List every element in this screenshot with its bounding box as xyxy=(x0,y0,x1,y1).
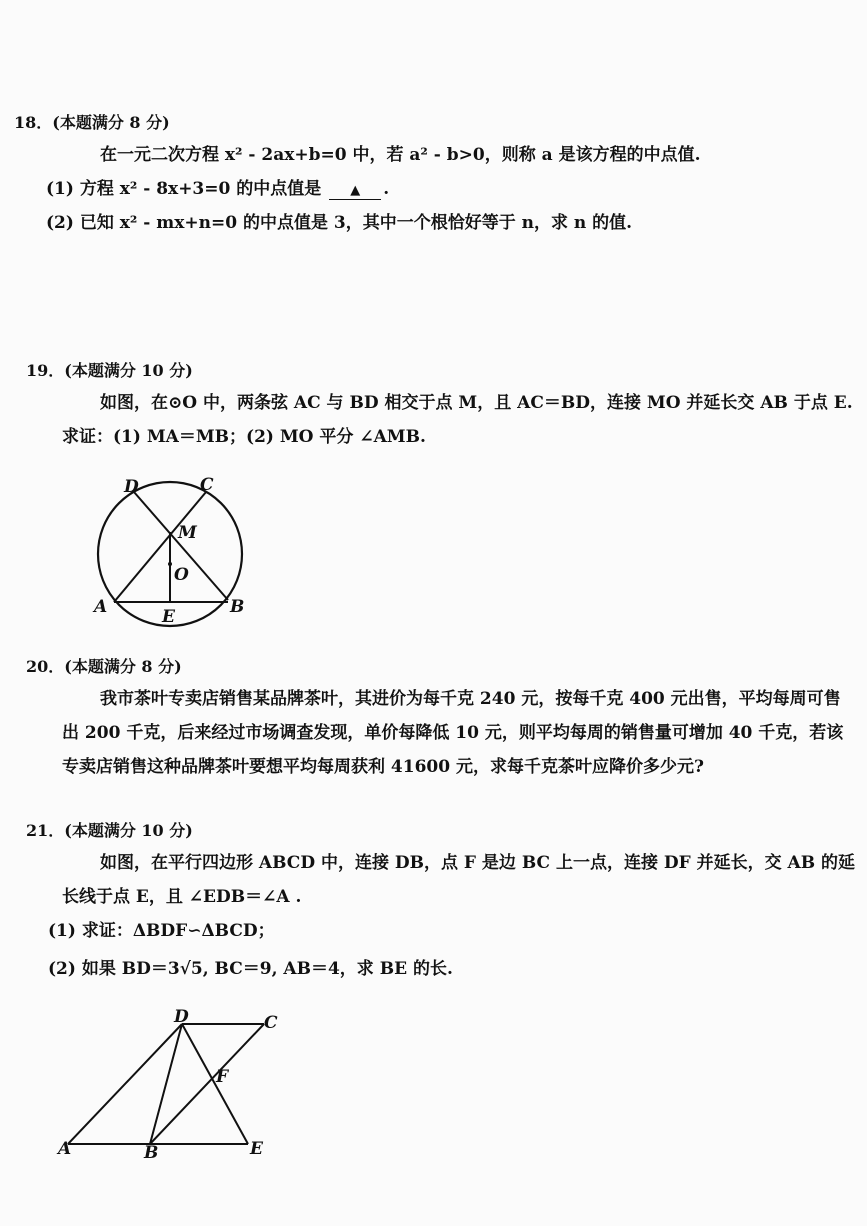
point-o xyxy=(168,562,172,566)
q20-line1: 我市茶叶专卖店销售某品牌茶叶，其进价为每千克 240 元，按每千克 400 元出售，平均每周可售 xyxy=(100,689,841,709)
q21-header: 21．(本题满分 10 分) xyxy=(26,821,193,840)
circle-figure xyxy=(80,470,260,630)
label-f: F xyxy=(216,1067,229,1087)
label-e: E xyxy=(162,607,175,627)
side-ad xyxy=(68,1024,182,1144)
q19-line2: 求证：(1) MA＝MB；(2) MO 平分 ∠AMB. xyxy=(62,427,426,447)
chord-ac xyxy=(114,492,206,602)
segment-de xyxy=(182,1024,248,1144)
label-c: C xyxy=(264,1013,278,1033)
q18-part2: (2) 已知 x² - mx+n=0 的中点值是 3，其中一个根恰好等于 n，求 n 的值. xyxy=(46,213,633,233)
side-cb xyxy=(150,1024,264,1144)
label-d: D xyxy=(174,1007,189,1027)
q21-line2: 长线于点 E，且 ∠EDB＝∠A . xyxy=(62,887,302,907)
label-a: A xyxy=(94,597,108,617)
label-a: A xyxy=(58,1139,72,1159)
q18-part1-end: . xyxy=(383,179,390,199)
q20-header: 20．(本题满分 8 分) xyxy=(26,657,182,676)
q18-part1 xyxy=(46,178,389,200)
label-e: E xyxy=(250,1139,263,1159)
label-b: B xyxy=(144,1143,159,1163)
q19-line1: 如图，在⊙O 中，两条弦 AC 与 BD 相交于点 M，且 AC＝BD，连接 MO 并延长交 AB 于点 E. xyxy=(100,393,853,413)
answer-blank: ▲ xyxy=(329,183,381,200)
q21-part2: (2) 如果 BD＝3√5, BC＝9, AB＝4，求 BE 的长. xyxy=(48,959,453,979)
q18-header: 18．(本题满分 8 分) xyxy=(14,113,170,132)
label-d: D xyxy=(124,477,139,497)
q18-intro: 在一元二次方程 x² - 2ax+b=0 中，若 a² - b>0，则称 a 是该方程的中点值. xyxy=(100,145,701,165)
label-b: B xyxy=(230,597,245,617)
q20-line3: 专卖店销售这种品牌茶叶要想平均每周获利 41600 元，求每千克茶叶应降价多少元? xyxy=(62,757,704,777)
parallelogram-figure xyxy=(56,1007,286,1163)
q21-part1: (1) 求证：ΔBDF∽ΔBCD； xyxy=(48,921,275,941)
q19-header: 19．(本题满分 10 分) xyxy=(26,361,193,380)
q21-line1: 如图，在平行四边形 ABCD 中，连接 DB，点 F 是边 BC 上一点，连接 DF 并延长，交 AB 的延 xyxy=(100,853,856,873)
q20-line2: 出 200 千克，后来经过市场调查发现，单价每降低 10 元，则平均每周的销售量可增加 40 千克，若该 xyxy=(62,723,844,743)
label-m: M xyxy=(178,523,197,543)
label-c: C xyxy=(200,475,214,495)
q18-part1-text: (1) 方程 x² - 8x+3=0 的中点值是 xyxy=(46,179,322,199)
label-o: O xyxy=(174,565,189,585)
